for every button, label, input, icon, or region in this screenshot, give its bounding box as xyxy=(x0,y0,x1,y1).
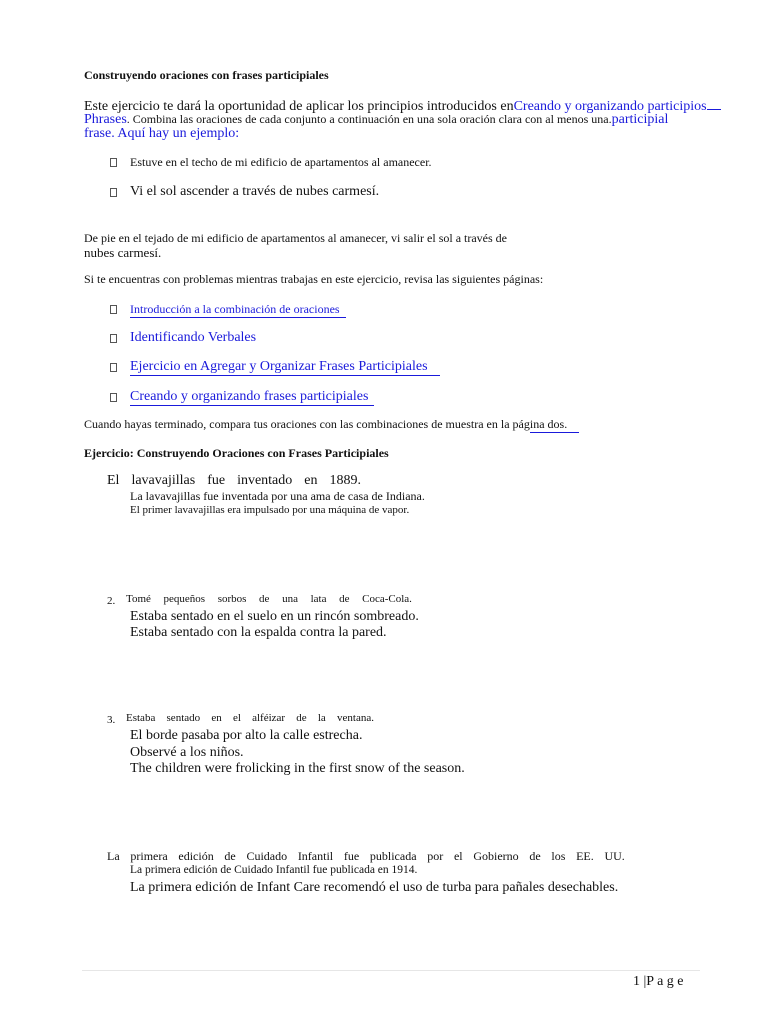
set1-word: 1889. xyxy=(329,473,361,488)
bullet-square-icon xyxy=(110,158,117,167)
set4-word: por xyxy=(427,849,444,863)
set1-word: en xyxy=(304,473,318,488)
set1-word: fue xyxy=(207,473,226,488)
set4-word: EE. xyxy=(576,849,594,863)
set2-word: una xyxy=(282,593,298,605)
link-page-two[interactable]: ina dos. xyxy=(530,417,579,433)
intro-text-1: Este ejercicio te dará la oportunidad de aplicar los principios introducidos en xyxy=(84,99,514,114)
set2-word: Coca-Cola. xyxy=(362,593,412,605)
example-bullet-1: Estuve en el techo de mi edificio de apartamentos al amanecer. xyxy=(130,155,432,169)
finish-note-text: Cuando hayas terminado, compara tus oraciones con las combinaciones de muestra en la pág xyxy=(84,417,530,431)
bullet-square-icon xyxy=(110,305,117,314)
link-creating-participial-phrases[interactable]: Creando y organizando participios xyxy=(513,99,707,114)
set3-line-3: Observé a los niños. xyxy=(130,745,244,760)
page-label: |P a g e xyxy=(643,974,684,989)
set3-word: en xyxy=(211,712,222,724)
link-intro-combining-sentences[interactable]: Introducción a la combinación de oraciones xyxy=(130,302,346,318)
link-phrase-example[interactable]: frase. Aquí hay un ejemplo: xyxy=(84,126,240,141)
footer-divider xyxy=(82,970,700,971)
link-identifying-verbals[interactable]: Identificando Verbales xyxy=(130,330,257,345)
example-answer-line-1: De pie en el tejado de mi edificio de apartamentos al amanecer, vi salir el sol a través de xyxy=(84,231,508,245)
set3-word: sentado xyxy=(166,712,201,724)
set4-word: publicada xyxy=(369,849,417,863)
example-bullet-2: Vi el sol ascender a través de nubes carmesí. xyxy=(130,184,380,199)
set3-line-4: The children were frolicking in the first snow of the season. xyxy=(130,761,465,776)
finish-note xyxy=(84,417,579,433)
set4-word: el xyxy=(453,849,463,863)
set4-line-1 xyxy=(107,849,625,864)
page-footer xyxy=(633,974,684,990)
bullet-square-icon xyxy=(110,188,117,197)
set2-number: 2. xyxy=(107,595,116,607)
set4-word: Cuidado xyxy=(246,849,288,863)
set2-line-2: Estaba sentado en el suelo en un rincón sombreado. xyxy=(130,609,419,624)
link-phrases[interactable]: Phrases xyxy=(84,112,127,127)
set3-word: alféizar xyxy=(252,712,286,724)
set2-line-1 xyxy=(126,593,412,605)
set2-line-3: Estaba sentado con la espalda contra la pared. xyxy=(130,625,387,640)
intro-line-3 xyxy=(84,126,239,142)
set4-line-2: La primera edición de Cuidado Infantil fue publicada en 1914. xyxy=(130,864,418,876)
set4-word: Infantil xyxy=(297,849,334,863)
intro-text-2: . Combina las oraciones de cada conjunto a continuación en una sola oración clara con al menos una. xyxy=(126,112,612,126)
set4-word: La xyxy=(107,849,120,863)
set1-word: inventado xyxy=(237,473,293,488)
set3-word: el xyxy=(232,712,241,724)
set1-word: El xyxy=(107,473,120,488)
set4-word: Gobierno xyxy=(473,849,519,863)
set4-word: fue xyxy=(343,849,360,863)
set2-word: sorbos xyxy=(217,593,247,605)
set4-word: de xyxy=(529,849,541,863)
page-title: Construyendo oraciones con frases participiales xyxy=(84,68,329,82)
set3-line-1 xyxy=(126,712,374,724)
set4-word: primera xyxy=(130,849,168,863)
set4-word: los xyxy=(551,849,566,863)
set1-word: lavavajillas xyxy=(131,473,196,488)
set3-word: de xyxy=(296,712,307,724)
link-participial[interactable]: participial xyxy=(611,112,669,127)
bullet-square-icon xyxy=(110,393,117,402)
set1-line-3: El primer lavavajillas era impulsado por una máquina de vapor. xyxy=(130,504,410,516)
set1-line-2: La lavavajillas fue inventada por una ama de casa de Indiana. xyxy=(130,489,425,503)
set2-word: Tomé xyxy=(126,593,151,605)
set1-line-1 xyxy=(107,473,361,489)
set4-line-3: La primera edición de Infant Care recomendó el uso de turba para pañales desechables. xyxy=(130,880,619,895)
set3-word: la xyxy=(317,712,326,724)
set2-word: de xyxy=(339,593,350,605)
set3-number: 3. xyxy=(107,714,116,726)
set2-word: lata xyxy=(310,593,327,605)
set4-word: edición xyxy=(178,849,214,863)
link-exercise-participial-phrases[interactable]: Ejercicio en Agregar y Organizar Frases Participiales xyxy=(130,359,440,376)
exercise-title: Ejercicio: Construyendo Oraciones con Frases Participiales xyxy=(84,446,389,460)
page-number: 1 xyxy=(633,974,640,989)
bullet-square-icon xyxy=(110,334,117,343)
set3-word: ventana. xyxy=(337,712,374,724)
set4-word: UU. xyxy=(604,849,625,863)
set3-word: Estaba xyxy=(126,712,156,724)
link-creating-organizing-participial[interactable]: Creando y organizando frases participiales xyxy=(130,389,374,406)
bullet-square-icon xyxy=(110,363,117,372)
set2-word: de xyxy=(259,593,270,605)
set3-line-2: El borde pasaba por alto la calle estrecha. xyxy=(130,728,363,743)
problems-note: Si te encuentras con problemas mientras trabajas en este ejercicio, revisa las siguientes páginas: xyxy=(84,272,544,286)
set2-word: pequeños xyxy=(163,593,206,605)
link-underline-gap xyxy=(707,95,721,110)
set4-word: de xyxy=(224,849,236,863)
example-answer-line-2: nubes carmesí. xyxy=(84,245,162,260)
